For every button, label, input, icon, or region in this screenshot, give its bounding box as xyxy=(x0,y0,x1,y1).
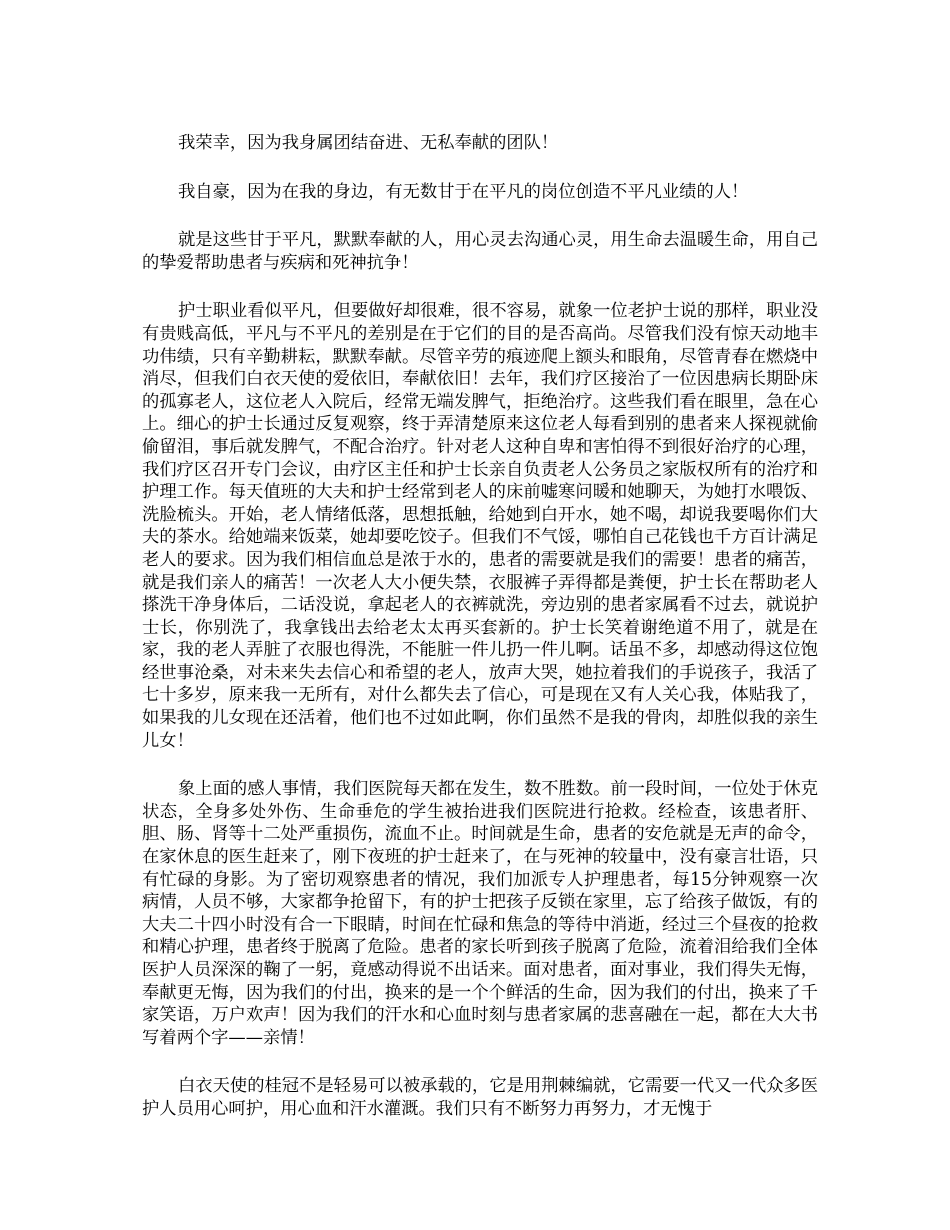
paragraph-1: 我荣幸，因为我身属团结奋进、无私奉献的团队！ xyxy=(178,133,559,153)
paragraph-6: 白衣天使的桂冠不是轻易可以被承载的，它是用荆棘编就，它需要一代又一代众多医护人员用心呵护，用心血和汗水灌溉。我们只有不断努力再努力，才无愧于 xyxy=(142,1076,818,1119)
document-body xyxy=(142,132,818,1147)
paragraph-4: 护士职业看似平凡，但要做好却很难，很不容易，就象一位老护士说的那样，职业没有贵贱高低，平凡与不平凡的差别是在于它们的目的是否高尚。尽管我们没有惊天动地丰功伟绩，只有辛勤耕耘，默默奉献。尽管辛劳的痕迹爬上额头和眼角，尽管青春在燃烧中消尽，但我们白衣天使的爱依旧，奉献依旧！去年，我们疗区接治了一位因患病长期卧床的孤寡老人，这位老人入院后，经常无端发脾气，拒绝治疗。这些我们看在眼里，急在心上。细心的护士长通过反复观察，终于弄清楚原来这位老人每看到别的患者来人探视就偷偷留泪，事后就发脾气，不配合治疗。针对老人这种自卑和害怕得不到很好治疗的心理，我们疗区召开专门会议，由疗区主任和护士长亲自负责老人公务员之家版权所有的治疗和护理工作。每天值班的大夫和护士经常到老人的床前嘘寒问暖和她聊天，为她打水喂饭、洗脸梳头。开始，老人情绪低落，思想抵触，给她到白开水，她不喝，却说我要喝你们大夫的茶水。给她端来饭菜，她却要吃饺子。但我们不气馁，哪怕自己花钱也千方百计满足老人的要求。因为我们相信血总是浓于水的，患者的需要就是我们的需要！患者的痛苦，就是我们亲人的痛苦！一次老人大小便失禁，衣服裤子弄得都是粪便，护士长在帮助老人搽洗干净身体后，二话没说，拿起老人的衣裤就洗，旁边别的患者家属看不过去，就说护士长，你别洗了，我拿钱出去给老太太再买套新的。护士长笑着谢绝道不用了，就是在家，我的老人弄脏了衣服也得洗，不能脏一件儿扔一件儿啊。话虽不多，却感动得这位饱经世事沧桑，对未来失去信心和希望的老人，放声大哭，她拉着我们的手说孩子，我活了七十多岁，原来我一无所有，对什么都失去了信心，可是现在又有人关心我，体贴我了，如果我的儿女现在还活着，他们也不过如此啊，你们虽然不是我的骨肉，却胜似我的亲生儿女！ xyxy=(142,301,818,751)
paragraph-5: 象上面的感人事情，我们医院每天都在发生，数不胜数。前一段时间，一位处于休克状态，全身多处外伤、生命垂危的学生被抬进我们医院进行抢救。经检查，该患者肝、胆、肠、肾等十二处严重损伤，流血不止。时间就是生命，患者的安危就是无声的命令，在家休息的医生赶来了，刚下夜班的护士赶来了，在与死神的较量中，没有豪言壮语，只有忙碌的身影。为了密切观察患者的情况，我们加派专人护理患者，每15分钟观察一次病情，人员不够，大家都争抢留下，有的护士把孩子反锁在家里，忘了给孩子做饭，有的大夫二十四小时没有合一下眼睛，时间在忙碌和焦急的等待中消逝，经过三个昼夜的抢救和精心护理，患者终于脱离了危险。患者的家长听到孩子脱离了危险，流着泪给我们全体医护人员深深的鞠了一躬，竟感动得说不出话来。面对患者，面对事业，我们得失无悔，奉献更无悔，因为我们的付出，换来的是一个个鲜活的生命，因为我们的付出，换来了千家笑语，万户欢声！因为我们的汗水和心血时刻与患者家属的悲喜融在一起，都在大大书写着两个字——亲情！ xyxy=(142,779,818,1048)
paragraph-3: 就是这些甘于平凡，默默奉献的人，用心灵去沟通心灵，用生命去温暖生命，用自己的挚爱帮助患者与疾病和死神抗争！ xyxy=(142,230,818,273)
paragraph-2: 我自豪，因为在我的身边，有无数甘于在平凡的岗位创造不平凡业绩的人！ xyxy=(178,181,749,202)
